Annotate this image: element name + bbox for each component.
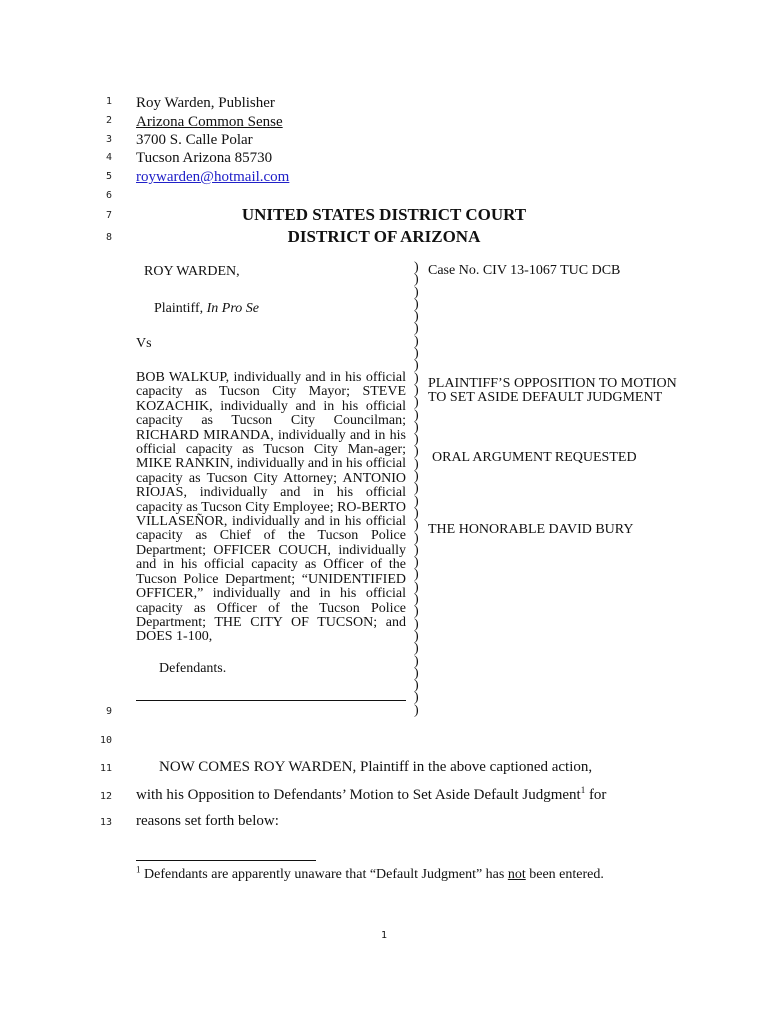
plaintiff-role-italic: In Pro Se (206, 301, 259, 316)
court-district: DISTRICT OF ARIZONA (287, 227, 481, 246)
footnote-divider (136, 860, 316, 861)
line-number: 1 (105, 96, 112, 107)
oral-argument: ORAL ARGUMENT REQUESTED (432, 450, 637, 465)
plaintiff-name: ROY WARDEN, (144, 264, 240, 279)
line-number: 7 (105, 210, 112, 221)
line-number: 3 (105, 134, 112, 145)
footnote-reference[interactable]: 1 (580, 785, 586, 795)
line-number: 12 (99, 791, 112, 802)
author-name: Roy Warden, Publisher (136, 95, 275, 111)
plaintiff-role-label: Plaintiff, (154, 301, 204, 316)
email-link[interactable]: roywarden@hotmail.com (136, 169, 290, 185)
footnote-mark: 1 (136, 864, 141, 875)
footnote-emphasis: not (507, 867, 526, 882)
court-title: UNITED STATES DISTRICT COURT (241, 205, 527, 224)
caption-divider (136, 700, 406, 701)
line-number: 9 (105, 706, 112, 717)
line-number: 4 (105, 152, 112, 163)
defendants-list: BOB WALKUP, individually and in his official capacity as Tucson City Mayor; STEVE KOZACHIK, individually and in his official capacity as Tucson City Councilman; RICHARD MIRANDA, individually and in his official capacity as Tucson City Man-ager; MIKE RANKIN, individually and in his official capacity as Tucson City Attorney; ANTONIO RIOJAS, individually and in his official capacity as Tucson City Employee; RO-BERTO VILLASEÑOR, individually and in his official capacity as Chief of the Tucson Police Department; OFFICER COUCH, individually and in his official capacity as Officer of the Tucson Police Department; “UNIDENTIFIED OFFICER,” individually and in his official capacity as Officer of the Tucson Police Department; THE CITY OF TUCSON; and DOES 1-100, (136, 370, 406, 645)
body-line-2-end: for (585, 787, 607, 803)
body-line-1: NOW COMES ROY WARDEN, Plaintiff in the above captioned action, (159, 759, 593, 775)
line-number: 6 (105, 190, 112, 201)
body-line-2 (136, 787, 606, 804)
plaintiff-role (154, 302, 259, 316)
line-number: 5 (105, 171, 112, 182)
page-number: 1 (380, 930, 388, 941)
email-line (136, 168, 289, 186)
footnote (136, 864, 604, 883)
footnote-text-b: been entered. (525, 867, 604, 882)
body-line-3: reasons set forth below: (136, 813, 279, 829)
footnote-text-a: Defendants are apparently unaware that “Default Judgment” has (140, 867, 508, 882)
city-address: Tucson Arizona 85730 (136, 150, 273, 166)
line-number: 13 (99, 817, 112, 828)
body-line-2-text: with his Opposition to Defendants’ Motion to Set Aside Default Judgment (136, 787, 581, 803)
versus-label: Vs (136, 336, 152, 351)
line-number: 10 (99, 735, 112, 746)
document-title-line1: PLAINTIFF’S OPPOSITION TO MOTION (428, 376, 677, 391)
line-number: 11 (99, 763, 112, 774)
street-address: 3700 S. Calle Polar (136, 132, 253, 148)
caption-parentheses: ) ) ) ) ) ) ) ) ) ) ) ) ) ) ) ) ) ) ) ) ) ) ) ) ) ) ) ) ) ) ) ) ) ) ) ) ) (414, 260, 419, 718)
judge-name: THE HONORABLE DAVID BURY (428, 522, 634, 537)
line-number: 2 (105, 115, 112, 126)
line-number: 8 (105, 232, 112, 243)
defendants-label: Defendants. (159, 661, 227, 676)
organization-name: Arizona Common Sense (136, 114, 283, 130)
document-title-line2: TO SET ASIDE DEFAULT JUDGMENT (428, 390, 663, 405)
case-number: Case No. CIV 13-1067 TUC DCB (428, 263, 621, 278)
